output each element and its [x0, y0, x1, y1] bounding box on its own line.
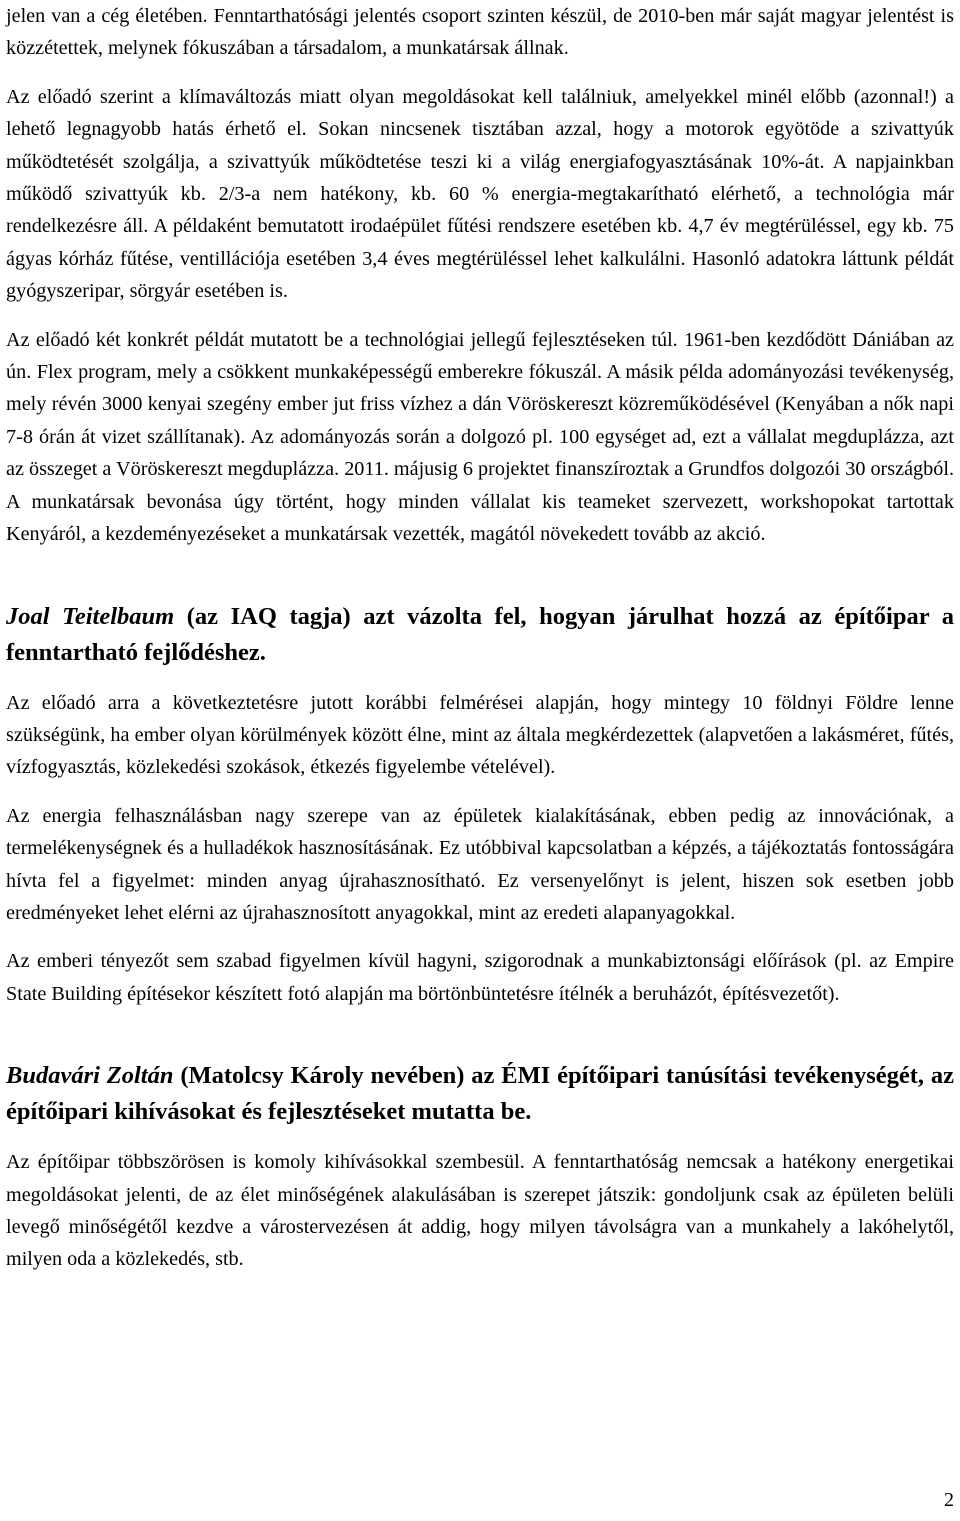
paragraph-grundfos-report: jelen van a cég életében. Fenntarthatósági jelentés csoport szinten készül, de 2010-ben már saját magyar jelentést is közzétettek, melynek fókuszában a társadalom, a munkatársak állnak. — [6, 5, 954, 60]
paragraph-spacer — [6, 308, 954, 324]
paragraph-spacer — [6, 65, 954, 81]
paragraph-spacer — [6, 784, 954, 800]
heading-text: (Matolcsy Károly nevében) az ÉMI építőipari tanúsítási tevékenységét, az építőipari kihívásokat és fejlesztéseket mutatta be. — [6, 1062, 954, 1126]
page-number: 2 — [944, 1489, 954, 1511]
section-heading-teitelbaum — [6, 599, 954, 671]
paragraph-construction-challenges: Az építőipar többszörösen is komoly kihívásokkal szembesül. A fenntarthatóság nemcsak a hatékony energetikai megoldásokat jelenti, de az élet minőségének alakulásában is szerepet játszik: gondoljunk csak az épületen belüli levegő minőségétől kezdve a várostervezésen át addig, hogy milyen távolságra van a munkahely a lakóhelytől, milyen oda a közlekedés, stb. — [6, 1151, 954, 1271]
paragraph-spacer — [6, 671, 954, 687]
paragraph-spacer — [6, 1130, 954, 1146]
paragraph-energy-use: Az energia felhasználásban nagy szerepe van az épületek kialakításának, ebben pedig az innovációnak, a termelékenységnek és a hulladékok hasznosításának. Ez utóbbival kapcsolatban a képzés, a tájékoztatás fontosságára hívta fel a figyelmet: minden anyag újrahasznosítható. Ez versenyelőnyt is jelent, hiszen sok esetben jobb eredményeket lehet elérni az újrahasznosított anyagokkal, mint az eredeti alapanyagokkal. — [6, 804, 954, 924]
heading-text: (az IAQ tagja) azt vázolta fel, hogyan járulhat hozzá az építőipar a fenntartható fejlődéshez. — [6, 602, 954, 666]
paragraph-spacer — [6, 929, 954, 945]
paragraph-pump-efficiency: Az előadó szerint a klímaváltozás miatt olyan megoldásokat kell találniuk, amelyekkel minél előbb (azonnal!) a lehető legnagyobb hatás érhető el. Sokan nincsenek tisztában azzal, hogy a motorok egyötöde a szivattyúk működtetését szolgálja, a szivattyúk működtetése teszi ki a világ energiafogyasztásának 10%-át. A napjainkban működő szivattyúk kb. 2/3-a nem hatékony, kb. 60 % energia-megtakarítható elérhető, a technológia már rendelkezésre áll. A példaként bemutatott irodaépület fűtési rendszere esetében kb. 4,7 év megtérüléssel, egy kb. 75 ágyas kórház fűtése, ventillációja esetében 3,4 éves megtérüléssel lehet kalkulálni. Hasonló adatokra láttunk példát gyógyszeripar, sörgyár esetében is. — [6, 85, 954, 303]
section-spacer — [6, 1010, 954, 1058]
document-page — [6, 0, 954, 1276]
paragraph-ten-earths: Az előadó arra a következtetésre jutott korábbi felmérései alapján, hogy mintegy 10 földnyi Földre lenne szükségünk, ha ember olyan körülmények között élne, mint az általa megkérdezettek (alapvetően a lakásméret, fűtés, vízfogyasztás, közlekedési szokások, étkezés figyelembe vételével). — [6, 691, 954, 779]
section-spacer — [6, 551, 954, 599]
paragraph-human-factor: Az emberi tényezőt sem szabad figyelmen kívül hagyni, szigorodnak a munkabiztonsági előírások (pl. az Empire State Building építésekor készített fotó alapján ma börtönbüntetésre ítélnék a beruházót, építésvezetőt). — [6, 950, 954, 1005]
section-heading-budavari — [6, 1058, 954, 1130]
paragraph-flex-program: Az előadó két konkrét példát mutatott be a technológiai jellegű fejlesztéseken túl. 1961-ben kezdődött Dániában az ún. Flex program, mely a csökkent munkaképességű emberekre fókuszál. A másik példa adományozási tevékenység, mely révén 3000 kenyai szegény ember jut friss vízhez a dán Vöröskereszt közreműködésével (Kenyában a nők napi 7-8 órán át vizet szállítanak). Az adományozás során a dolgozó pl. 100 egységet ad, ezt a vállalat megduplázza, azt az összeget a Vöröskereszt megduplázza. 2011. májusig 6 projektet finanszíroztak a Grundfos dolgozói 30 országból. A munkatársak bevonása úgy történt, hogy minden vállalat kis teameket szervezett, workshopokat tartottak Kenyáról, a kezdeményezéseket a munkatársak vezették, magától növekedett tovább az akció. — [6, 328, 954, 546]
speaker-name: Joal Teitelbaum — [6, 602, 175, 630]
speaker-name: Budavári Zoltán — [6, 1062, 174, 1090]
